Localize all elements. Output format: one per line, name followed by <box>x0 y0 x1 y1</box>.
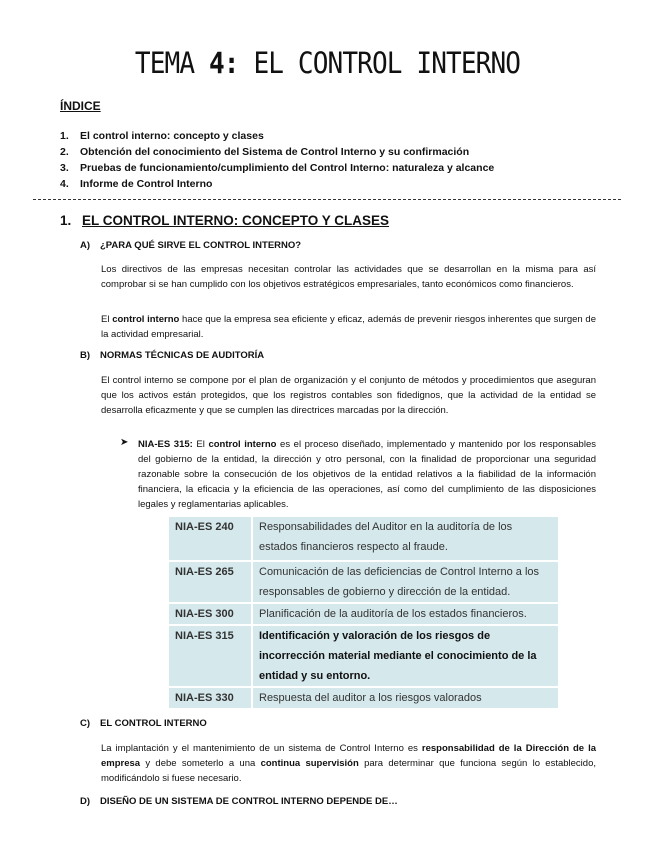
table-row <box>169 625 558 687</box>
subsection-a-heading: A) ¿PARA QUÉ SIRVE EL CONTROL INTERNO? <box>80 240 302 251</box>
paragraph: El control interno se compone por el plan de organización y el conjunto de métodos y procedimientos que aseguran que los activos están protegidos, que los registros contables son fidedignos, que la actividad de la entidad se desarrolla eficazmente y que se cumplen las directrices marcadas por la dirección. <box>101 375 596 416</box>
nia-standards-table <box>169 517 558 710</box>
table-row <box>169 517 558 561</box>
section-heading: 1. EL CONTROL INTERNO: CONCEPTO Y CLASES <box>60 213 390 228</box>
table-cell-code: NIA-ES 315 <box>169 625 252 687</box>
table-cell-desc: Planificación de la auditoría de los estados financieros. <box>259 608 527 620</box>
toc-item: 2. Obtención del conocimiento del Sistema de Control Interno y su confirmación <box>60 146 470 158</box>
paragraph: Los directivos de las empresas necesitan controlar las actividades que se desarrollan en la misma para así comprobar si se han cumplido con los objetivos estratégicos empresariales, tanto económicos como financieros. <box>101 264 596 290</box>
toc-item: 1. El control interno: concepto y clases <box>60 130 264 142</box>
table-row <box>169 687 558 709</box>
dashed-divider <box>33 199 621 200</box>
table-row <box>169 561 558 603</box>
table-cell-code: NIA-ES 265 <box>169 561 252 603</box>
arrow-bullet-icon: ➤ <box>120 437 129 448</box>
index-heading: ÍNDICE <box>60 99 101 113</box>
table-cell-desc: Identificación y valoración de los riesgos de incorrección material mediante el conocimiento de la entidad y su entorno. <box>259 630 537 682</box>
paragraph: La implantación y el mantenimiento de un sistema de Control Interno es responsabilidad de la Dirección de la empresa y debe someterlo a una continua supervisión para determinar que funciona según lo establecido, modificándolo si fuese necesario. <box>101 743 596 784</box>
table-cell-code: NIA-ES 330 <box>169 687 252 709</box>
toc-item: 4. Informe de Control Interno <box>60 178 213 190</box>
paragraph: El control interno hace que la empresa sea eficiente y eficaz, además de prevenir riesgos inherentes que surgen de la actividad empresarial. <box>101 314 596 340</box>
bullet-paragraph: NIA-ES 315: El control interno es el proceso diseñado, implementado y mantenido por los responsables del gobierno de la entidad, la dirección y otro personal, con la finalidad de proporcionar una seguridad razonable sobre la consecución de los objetivos de la entidad relativos a la fiabilidad de la información financiera, la eficacia y la eficiencia de las operaciones, así como del cumplimiento de las disposiciones legales y reglamentarias aplicables. <box>138 439 596 510</box>
page-title: TEMA 4: EL CONTROL INTERNO <box>134 46 521 80</box>
toc-item: 3. Pruebas de funcionamiento/cumplimiento del Control Interno: naturaleza y alcance <box>60 162 495 174</box>
table-cell-code: NIA-ES 240 <box>169 517 252 561</box>
table-cell-desc: Comunicación de las deficiencias de Control Interno a los responsables de gobierno y dirección de la entidad. <box>259 566 540 598</box>
table-row <box>169 603 558 625</box>
table-of-contents <box>60 128 494 192</box>
subsection-b-heading: B) NORMAS TÉCNICAS DE AUDITORÍA <box>80 350 265 361</box>
table-cell-desc: Responsabilidades del Auditor en la auditoría de los estados financieros respecto al fraude. <box>259 521 513 553</box>
table-cell-desc: Respuesta del auditor a los riesgos valorados <box>259 692 482 704</box>
subsection-d-heading: D) DISEÑO DE UN SISTEMA DE CONTROL INTERNO DEPENDE DE… <box>80 796 398 807</box>
table-cell-code: NIA-ES 300 <box>169 603 252 625</box>
subsection-c-heading: C) EL CONTROL INTERNO <box>80 718 207 729</box>
